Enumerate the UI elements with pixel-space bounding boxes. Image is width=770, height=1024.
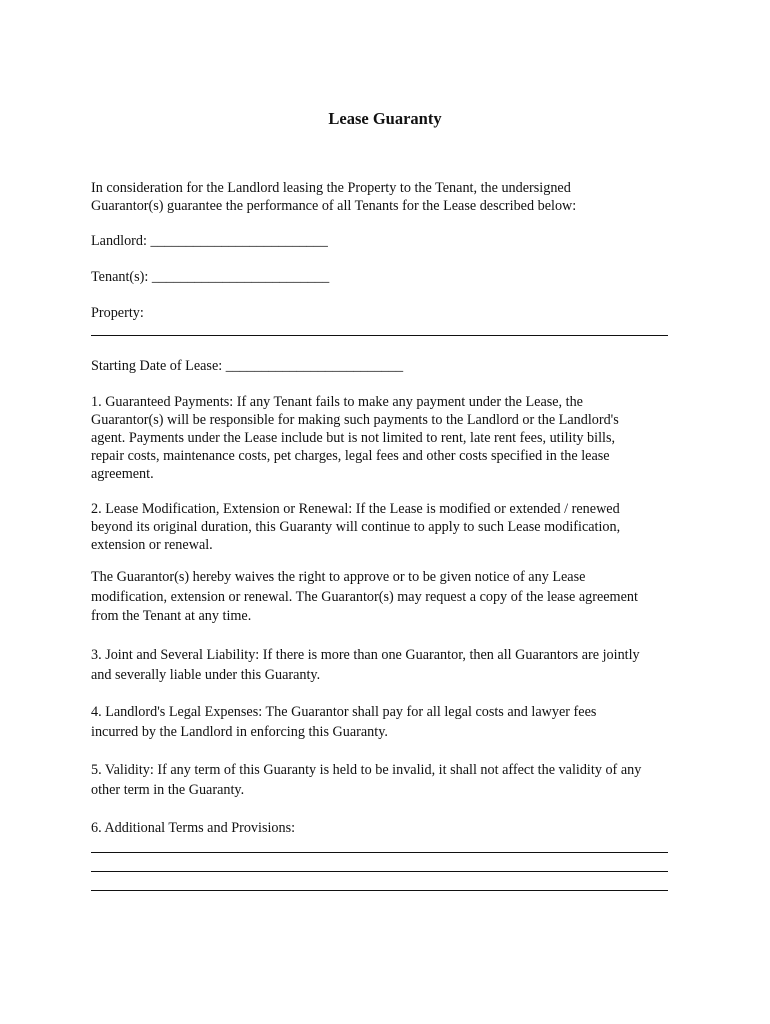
clause-legal-expenses: 4. Landlord's Legal Expenses: The Guarantor shall pay for all legal costs and lawyer fees incurred by the Landlord in enforcing this Guaranty.	[91, 704, 597, 740]
property-field-line[interactable]	[91, 335, 668, 336]
landlord-field[interactable]: Landlord: _________________________	[91, 233, 328, 249]
additional-terms-line-3[interactable]	[91, 890, 668, 891]
clause-lease-modification: 2. Lease Modification, Extension or Renewal: If the Lease is modified or extended / renewed beyond its original duration, this Guaranty will continue to apply to such Lease modification, extension or renewal.	[91, 501, 621, 553]
property-label: Property:	[91, 305, 144, 321]
intro-paragraph: In consideration for the Landlord leasing the Property to the Tenant, the undersigned Guarantor(s) guarantee the performance of all Tenants for the Lease described below:	[91, 180, 577, 214]
clause-additional-terms: 6. Additional Terms and Provisions:	[91, 820, 296, 836]
additional-terms-line-1[interactable]	[91, 852, 668, 853]
starting-date-field[interactable]: Starting Date of Lease: _________________________	[91, 358, 404, 374]
document-title: Lease Guaranty	[328, 109, 442, 128]
tenants-field[interactable]: Tenant(s): _________________________	[91, 269, 330, 285]
clause-joint-liability: 3. Joint and Several Liability: If there is more than one Guarantor, then all Guarantors are jointly and severally liable under this Guaranty.	[91, 647, 640, 683]
additional-terms-line-2[interactable]	[91, 871, 668, 872]
clause-guaranteed-payments: 1. Guaranteed Payments: If any Tenant fails to make any payment under the Lease, the Guarantor(s) will be responsible for making such payments to the Landlord or the Landlord's agent. Payments under the Lease include but is not limited to rent, late rent fees, utility bills, repair costs, maintenance costs, pet charges, legal fees and other costs specified in the lease agreement.	[91, 394, 619, 482]
clause-validity: 5. Validity: If any term of this Guaranty is held to be invalid, it shall not affect the validity of any other term in the Guaranty.	[91, 762, 642, 798]
waiver-paragraph: The Guarantor(s) hereby waives the right to approve or to be given notice of any Lease modification, extension or renewal. The Guarantor(s) may request a copy of the lease agreement from the Tenant at any time.	[91, 569, 638, 624]
